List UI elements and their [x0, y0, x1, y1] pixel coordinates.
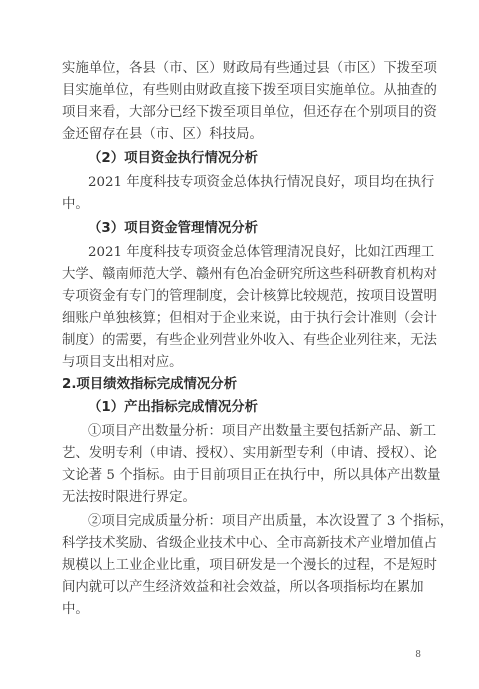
paragraph-line: 规模以上工业企业比重，项目研发是一个漫长的过程，不是短时 [62, 558, 437, 573]
paragraph-line: 科学技术奖励、省级企业技术中心、全市高新技术产业增加值占 [62, 536, 437, 551]
paragraph-line: 金还留存在县（市、区）科技局。 [62, 127, 263, 142]
paragraph-line: ①项目产出数量分析：项目产出数量主要包括新产品、新工 [88, 424, 437, 439]
paragraph-line: 文论著 5 个指标。由于目前项目正在执行中，所以具体产出数量 [62, 468, 441, 483]
paragraph-line: 项目来看，大部分已经下拨至项目单位，但还存在个别项目的资 [62, 105, 437, 120]
paragraph-line: 间内就可以产生经济效益和社会效益，所以各项指标均在累加 [62, 580, 424, 595]
section-heading: （3）项目资金管理情况分析 [88, 221, 259, 236]
paragraph-line: 2021 年度科技专项资金总体管理清况良好，比如江西理工 [88, 245, 435, 260]
paragraph-line: 中。 [62, 602, 89, 617]
paragraph-line: 中。 [62, 197, 89, 212]
paragraph-line: 实施单位，各县（市、区）财政局有些通过县（市区）下拨至项 [62, 61, 437, 76]
paragraph-line: 无法按时限进行界定。 [62, 490, 196, 505]
page-number: 8 [415, 650, 421, 660]
paragraph-line: 专项资金有专门的管理制度，会计核算比较规范，按项目设置明 [62, 289, 437, 304]
section-heading: （2）项目资金执行情况分析 [88, 151, 259, 166]
section-heading: 2.项目绩效指标完成情况分析 [62, 377, 238, 392]
paragraph-line: 目实施单位，有些则由财政直接下拨至项目实施单位。从抽查的 [62, 83, 437, 98]
section-heading: （1）产出指标完成情况分析 [88, 400, 259, 415]
paragraph-line: 大学、赣南师范大学、赣州有色冶金研究所这些科研教育机构对 [62, 267, 437, 282]
paragraph-line: 细账户单独核算；但相对于企业来说，由于执行会计准则（会计 [62, 311, 437, 326]
paragraph-line: 2021 年度科技专项资金总体执行情况良好，项目均在执行 [88, 175, 435, 190]
paragraph-line: 与项目支出相对应。 [62, 355, 183, 370]
paragraph-line: 艺、发明专利（申请、授权）、实用新型专利（申请、授权）、论 [62, 446, 437, 461]
paragraph-line: ②项目完成质量分析：项目产出质量，本次设置了 3 个指标， [88, 514, 454, 529]
paragraph-line: 制度）的需要，有些企业列营业外收入、有些企业列往来，无法 [62, 333, 437, 348]
